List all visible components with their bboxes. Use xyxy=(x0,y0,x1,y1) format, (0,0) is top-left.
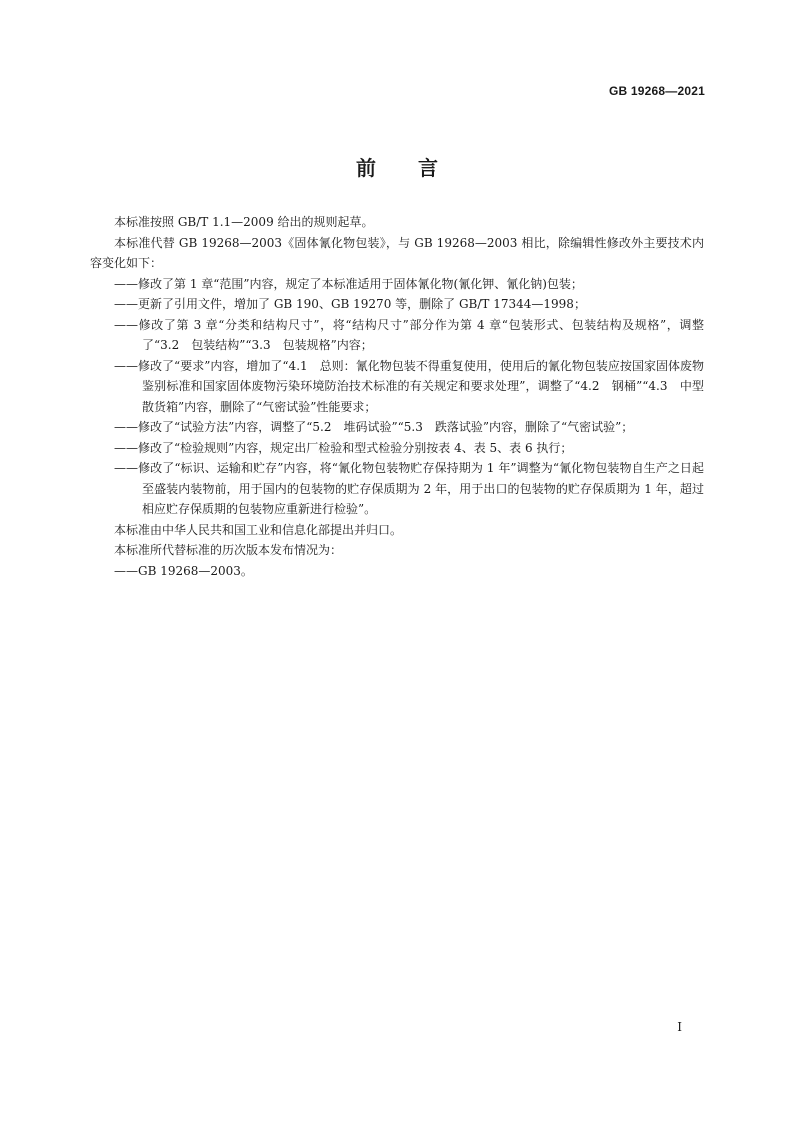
change-item-scope: ——修改了第 1 章“范围”内容，规定了本标准适用于固体氰化物(氰化钾、氰化钠)包装； xyxy=(114,276,583,291)
title-char-1: 前 xyxy=(356,156,376,180)
title-char-2: 言 xyxy=(418,156,438,180)
page-number: I xyxy=(677,1020,682,1034)
previous-edition-item: ——GB 19268—2003。 xyxy=(114,563,253,578)
change-item-references: ——更新了引用文件，增加了 GB 190、GB 19270 等，删除了 GB/T 17344—1998； xyxy=(114,297,586,311)
change-item-marking-storage: ——修改了“标识、运输和贮存”内容，将“氰化物包装物贮存保持期为 1 年”调整为“氰化物包装物自生产之日起至盛装内装物前，用于国内的包装物的贮存保质期为 2 年，用于出口的包装物的贮存保质期为 1 年，超过相应贮存保质期的包装物应重新进行检验”。 xyxy=(114,461,704,516)
foreword-body xyxy=(90,212,704,581)
change-item-classification: ——修改了第 3 章“分类和结构尺寸”，将“结构尺寸”部分作为第 4 章“包装形式、包装结构及规格”，调整了“3.2 包装结构”“3.3 包装规格”内容； xyxy=(114,317,704,352)
change-item-requirements: ——修改了“要求”内容，增加了“4.1 总则：氰化物包装不得重复使用，使用后的氰化物包装应按国家固体废物鉴别标准和国家固体废物污染环境防治技术标准的有关规定和要求处理”，调整了“4.2 钢桶”“4.3 中型散货箱”内容，删除了“气密试验”性能要求； xyxy=(114,358,704,414)
change-item-test-methods: ——修改了“试验方法”内容，调整了“5.2 堆码试验”“5.3 跌落试验”内容，删除了“气密试验”； xyxy=(114,420,634,434)
standard-code: GB 19268—2021 xyxy=(609,84,705,98)
paragraph-previous-editions: 本标准所代替标准的历次版本发布情况为： xyxy=(114,543,343,557)
paragraph-proposer: 本标准由中华人民共和国工业和信息化部提出并归口。 xyxy=(114,522,403,537)
paragraph-replacement: 本标准代替 GB 19268—2003《固体氰化物包装》，与 GB 19268—2003 相比，除编辑性修改外主要技术内容变化如下： xyxy=(90,235,704,270)
paragraph-drafting-rules: 本标准按照 GB/T 1.1—2009 给出的规则起草。 xyxy=(114,215,374,229)
page-title xyxy=(0,152,794,181)
change-item-inspection-rules: ——修改了“检验规则”内容，规定出厂检验和型式检验分别按表 4、表 5、表 6 执行； xyxy=(114,440,573,455)
